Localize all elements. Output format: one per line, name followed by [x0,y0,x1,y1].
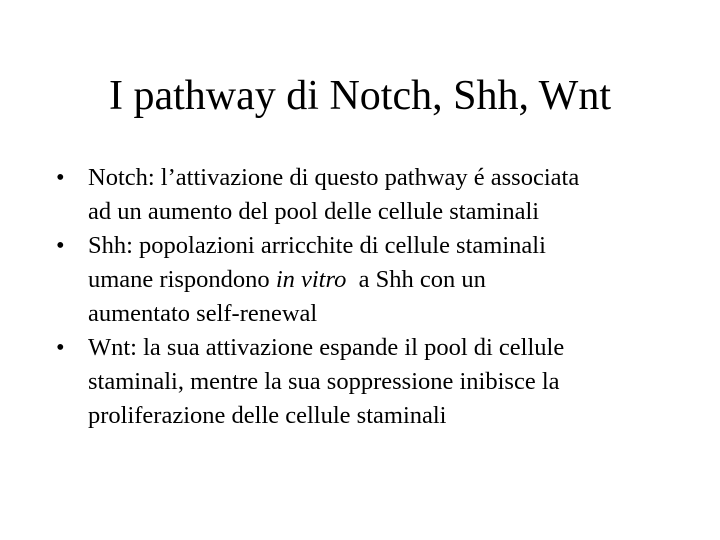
bullet-shh [56,229,666,331]
bullet-wnt-line-2: staminali, mentre la sua soppressione inibisce la [88,368,560,395]
bullet-dot-icon: • [56,334,65,361]
bullet-wnt-line-1: Wnt: la sua attivazione espande il pool di cellule [88,334,565,361]
bullet-shh-line-2 [88,263,666,297]
bullet-shh-line-1: Shh: popolazioni arricchite di cellule staminali [88,232,546,259]
slide-title: I pathway di Notch, Shh, Wnt [109,73,611,119]
bullet-wnt [56,331,666,433]
in-vitro-italic: in vitro [275,266,347,293]
bullet-shh-line-2-start: umane rispondono [88,266,276,293]
bullet-notch [56,161,666,229]
bullet-shh-line-2-end: a Shh con un [346,266,486,293]
bullet-notch-line-1: Notch: l’attivazione di questo pathway é associata [88,164,580,191]
bullet-notch-line-2: ad un aumento del pool delle cellule staminali [88,198,540,225]
bullet-wnt-line-3: proliferazione delle cellule staminali [88,402,447,429]
bullet-list [56,161,666,433]
bullet-shh-line-3: aumentato self-renewal [88,300,318,327]
bullet-dot-icon: • [56,164,65,191]
bullet-dot-icon: • [56,232,65,259]
